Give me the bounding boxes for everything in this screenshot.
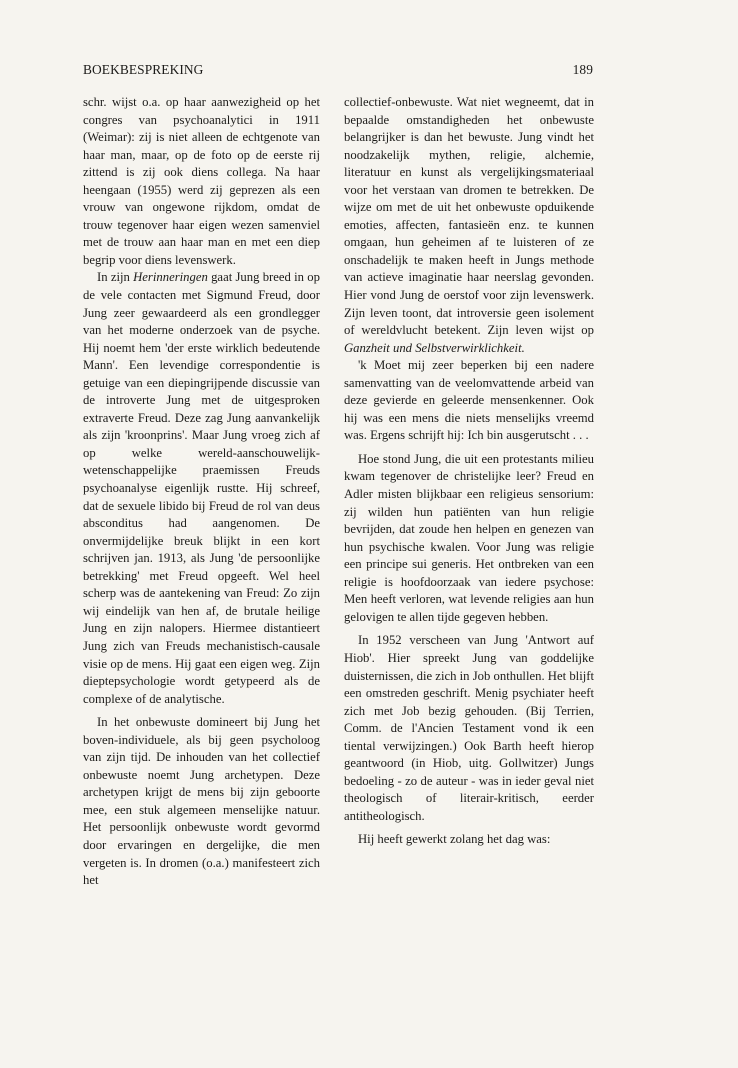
- paragraph: In zijn Herinneringen gaat Jung breed in op de vele contacten met Sigmund Freud, door Jung zeer gewaardeerd als een grondlegger van het moderne onderzoek van de psyche. Hij noemt hem 'der erste wirklich bedeutende Mann'. Een levendige correspondentie is getuige van een diepingrijpende discussie van de introverte Jung met de uitgesproken extraverte Freud. Deze zag Jung aanvankelijk als zijn 'kroonprins'. Maar Jung vroeg zich af op welke wereld-aanschouwelijk-wetenschappelijke praemissen Freuds psychoanalyse eigenlijk rustte. Hij schreef, dat de sexuele libido bij Freud de rol van deus absconditus had aangenomen. De onvermijdelijke breuk blijkt in een kort schrijven jan. 1913, als Jung 'de persoonlijke betrekking' met Freud opgeeft. Wel heel scherp was de aantekening van Freud: Zo zijn wij eindelijk van hen af, de brutale heilige Jung en zijn nalopers. Hiermee distantieert Jung zich van Freuds mechanistisch-causale visie op de mens. Hij gaat een eigen weg. Zijn dieptepsychologie wordt getypeerd als de complexe of de analytische.: [83, 270, 320, 706]
- paragraph: Hij heeft gewerkt zolang het dag was:: [358, 832, 551, 847]
- paragraph: schr. wijst o.a. op haar aanwezigheid op het congres van psychoanalytici in 1911 (Weimar): zij is niet alleen de echtgenote van haar man, maar, op de foto op de eerste rij zittend is zij ook diens collega. Na haar heengaan (1955) werd zij geprezen als een vrouw van ongewone rijkdom, omdat de trouw tegenover haar eigen wezen samenviel met de trouw aan haar man en met een diep begrip voor diens levenswerk.: [83, 95, 320, 267]
- left-column: [83, 94, 320, 890]
- paragraph: In 1952 verscheen van Jung 'Antwort auf Hiob'. Hier spreekt Jung van goddelijke duisternissen, die zich in Job onthullen. Het blijft een omstreden geschrift. Menig psychiater heeft zich met Job bezig gehouden. (Bij Terrien, Comm. de l'Ancien Testament vond ik een tiental verwijzingen.) Ook Barth heeft hierop geantwoord (in Hiob, uitg. Gollwitzer) Jungs bedoeling - zo de auteur - was in ieder geval niet theologisch of literair-kritisch, eerder antitheologisch.: [344, 633, 594, 823]
- paragraph: Hoe stond Jung, die uit een protestants milieu kwam tegenover de christelijke leer? Freud en Adler misten blijkbaar een religieus sensorium: zij wilden hun patiënten van hun religie bevrijden, dat zoude hen helpen en genezen van hun psychische kwalen. Voor Jung was religie een principe sui generis. Het ontbreken van een religie is hoofdoorzaak van iedere psychose: Men heeft verloren, wat levende religies aan hun gelovigen te allen tijde gegeven hebben.: [344, 451, 594, 624]
- paragraph: 'k Moet mij zeer beperken bij een nadere samenvatting van de veelomvattende arbeid van deze gevierde en geleerde mensenkenner. Ook hij was een mens die niets menselijks vreemd was. Ergens schrijft hij: Ich bin ausgerutscht . . .: [344, 358, 594, 443]
- paragraph: collectief-onbewuste. Wat niet wegneemt, dat in bepaalde omstandigheden het onbewuste belangrijker is dan het bewuste. Jung vindt het noodzakelijk mythen, religie, alchemie, literatuur en kunst als vergelijkingsmateriaal voor het verstaan van dromen te betrekken. De wijze om met de uit het onbewuste opduikende emoties, affecten, fantasieën enz. te kunnen omgaan, hun geheimen af te luisteren of ze onschadelijk te maken heeft in Jungs methode van actieve imaginatie haar neerslag gevonden. Hier vond Jung de oerstof voor zijn levenswerk. Zijn leven toont, dat introversie geen isolement of wereldvlucht betekent. Zijn leven wijst op Ganzheit und Selbstverwirklichkeit.: [344, 95, 594, 355]
- right-column: [344, 94, 594, 849]
- paragraph: In het onbewuste domineert bij Jung het boven-individuele, als bij geen psycholoog van zijn tijd. De inhouden van het collectief onbewuste noemt Jung archetypen. Deze archetypen krijgt de mens bij zijn geboorte mee, een stuk algemeen menselijke natuur. Het persoonlijk onbewuste wordt gevormd door ervaringen en dergelijke, die men vergeten is. In dromen (o.a.) manifesteert zich het: [83, 715, 320, 888]
- running-header: [83, 62, 593, 78]
- page-number: 189: [572, 62, 593, 77]
- section-title: BOEKBESPREKING: [83, 62, 204, 77]
